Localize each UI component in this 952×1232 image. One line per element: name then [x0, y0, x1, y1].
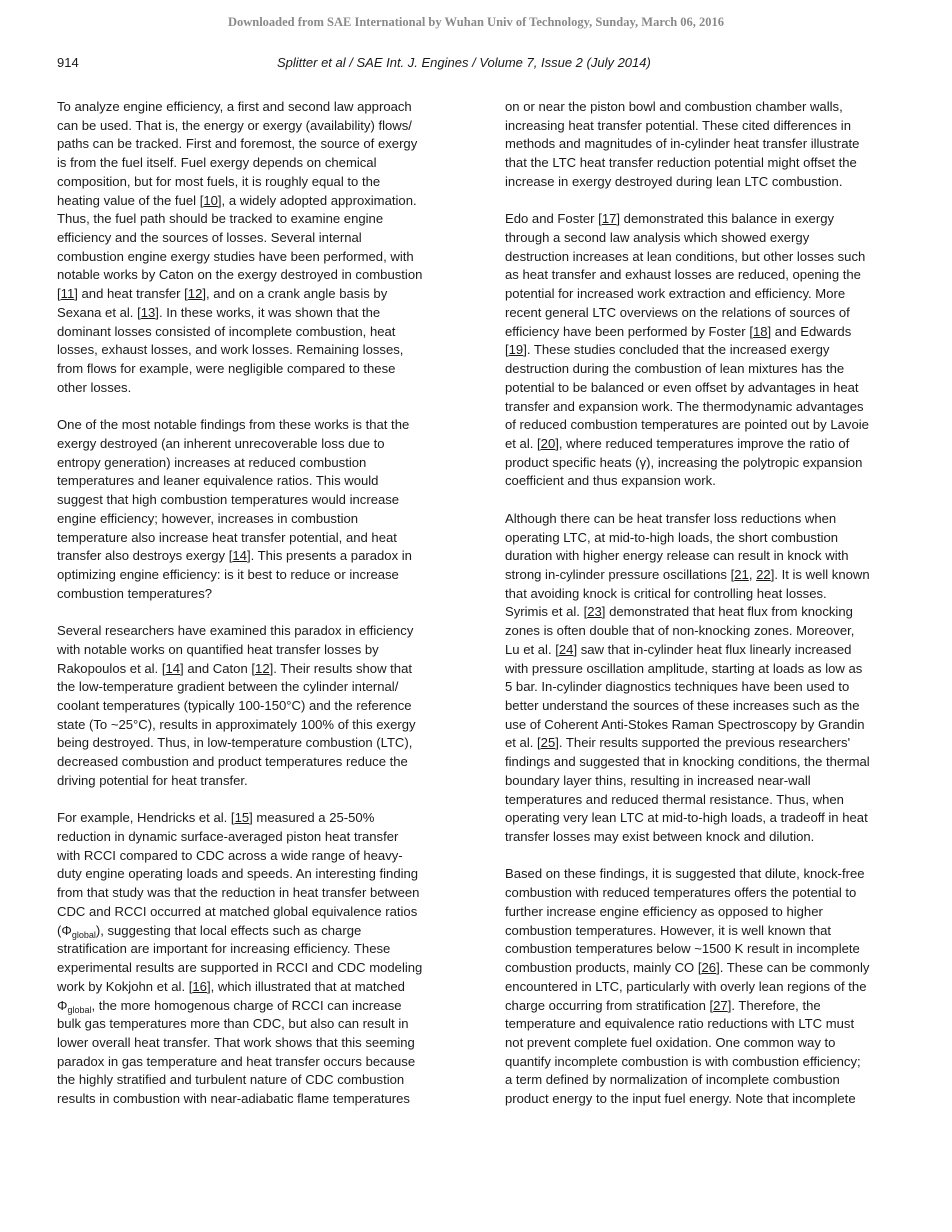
text-line: transfer losses may exist between knock and dilution. [505, 829, 815, 845]
download-watermark: Downloaded from SAE International by Wuhan Univ of Technology, Sunday, March 06, 2016 [227, 15, 725, 29]
page-number: 914 [57, 55, 79, 70]
right-column [505, 98, 905, 1128]
text-line: as heat transfer and exhaust losses are reduced, opening the [505, 267, 861, 283]
text-line: can be used. That is, the energy or exergy (availability) flows/ [57, 117, 412, 133]
text-line: To analyze engine efficiency, a first and second law approach [57, 99, 412, 114]
text-line: potential to be balanced or even offset by advantages in heat [505, 379, 859, 395]
text-line: product energy to the input fuel energy. Note that incomplete [505, 1091, 856, 1107]
text-line: Sexana et al. [13]. In these works, it was shown that the [57, 304, 381, 320]
text-line: results in combustion with near-adiabatic flame temperatures [57, 1091, 410, 1107]
text-line: being destroyed. Thus, in low-temperature combustion (LTC), [57, 735, 413, 751]
citation-link-12[interactable]: 12 [255, 660, 270, 676]
text-line: from flows for example, were negligible compared to these [57, 361, 396, 377]
text-line: the low-temperature gradient between the cylinder internal/ [57, 679, 399, 695]
text-line: combustion temperatures below ~1500 K result in incomplete [505, 941, 860, 957]
text-line: combustion products, mainly CO [26]. These can be commonly [505, 960, 870, 976]
text-line: potential for increased work extraction and efficiency. More [505, 286, 846, 302]
body-paragraph [505, 510, 905, 847]
text-line: duty engine operating loads and speeds. An interesting finding [57, 866, 419, 882]
text-line: composition, but for most fuels, it is roughly equal to the [57, 173, 381, 189]
text-line: boundary layer thins, resulting in increased near-wall [505, 772, 811, 788]
citation-link-20[interactable]: 20 [540, 435, 556, 451]
text-line: operating LTC, at mid-to-high loads, the short combustion [505, 529, 839, 545]
text-line: Syrimis et al. [23] demonstrated that heat flux from knocking [505, 604, 853, 620]
text-line: [19]. These studies concluded that the increased exergy [505, 342, 830, 358]
body-paragraph [57, 809, 457, 1109]
text-line: $\Phi_{global}$, the more homogenous charge of RCCI can increase [57, 997, 402, 1015]
text-line: transfer and expansion work. The thermodynamic advantages [505, 398, 864, 414]
body-paragraph [505, 210, 905, 491]
citation-link-16[interactable]: 16 [192, 978, 207, 994]
text-line: 5 bar. In-cylinder diagnostics techniques have been used to [505, 679, 850, 695]
text-line: duration with higher energy release can result in knock with [505, 548, 849, 564]
text-line: optimizing engine efficiency: is it best to reduce or increase [57, 566, 399, 582]
text-line: the highly stratified and turbulent nature of CDC combustion [57, 1072, 405, 1088]
text-line: For example, Hendricks et al. [15] measured a 25-50% [57, 810, 375, 826]
text-line: efficiency have been performed by Foster [18] and Edwards [505, 323, 852, 339]
text-line: paradox in gas temperature and heat transfer occurs because [57, 1053, 416, 1069]
citation-link-17[interactable]: 17 [601, 211, 617, 227]
citation-link-12[interactable]: 12 [187, 286, 203, 302]
text-line: CDC and RCCI occurred at matched global equivalence ratios [57, 903, 418, 919]
text-line: charge occurring from stratification [27]. Therefore, the [505, 997, 821, 1013]
text-line: engine efficiency; however, increases in combustion [57, 510, 359, 526]
text-line: heating value of the fuel [10], a widely adopted approximation. [57, 192, 417, 208]
text-line: a term defined by normalization of incomplete combustion [505, 1072, 840, 1088]
text-line: Several researchers have examined this paradox in efficiency [57, 623, 414, 639]
text-line: [11] and heat transfer [12], and on a crank angle basis by [57, 286, 388, 302]
text-line: lower overall heat transfer. That work shows that this seeming [57, 1034, 415, 1050]
text-line: strong in-cylinder pressure oscillations [21, 22]. It is well known [505, 566, 870, 582]
text-line: state (To ~25°C), results in approximately 100% of this exergy [57, 716, 416, 732]
text-line: experimental results are supported in RCCI and CDC modeling [57, 960, 423, 976]
text-line: et al. [20], where reduced temperatures improve the ratio of [505, 435, 850, 451]
text-line: reduction in dynamic surface-averaged piston heat transfer [57, 829, 399, 845]
text-line: operating very lean LTC at mid-to-high loads, a tradeoff in heat [505, 810, 868, 826]
text-line: through a second law analysis which showed exergy [505, 230, 810, 246]
citation-link-24[interactable]: 24 [558, 641, 574, 657]
text-line: Thus, the fuel path should be tracked to examine engine [57, 211, 384, 227]
running-title: Splitter et al / SAE Int. J. Engines / Volume 7, Issue 2 (July 2014) [277, 55, 651, 70]
text-line: use of Coherent Anti-Stokes Raman Spectroscopy by Grandin [505, 716, 865, 732]
text-line: transfer also destroys exergy [14]. This presents a paradox in [57, 548, 412, 564]
text-line: destruction during the combustion of lean mixtures has the [505, 361, 845, 377]
text-line: combustion with reduced temperatures offers the potential to [505, 885, 857, 901]
text-line: with notable works on quantified heat transfer losses by [57, 641, 379, 657]
text-line: temperature and equivalence ratio reductions with LTC must [505, 1016, 855, 1032]
text-line: suggest that high combustion temperatures would increase [57, 492, 400, 508]
text-line: Edo and Foster [17] demonstrated this balance in exergy [505, 211, 835, 227]
text-line: is from the fuel itself. Fuel exergy depends on chemical [57, 155, 377, 171]
citation-link-21[interactable]: 21 [734, 566, 749, 582]
text-line: coolant temperatures (typically 100-150°C) and the reference [57, 698, 412, 713]
citation-link-19[interactable]: 19 [508, 342, 524, 358]
citation-link-15[interactable]: 15 [234, 810, 250, 826]
subscript: global [71, 929, 96, 940]
text-line: Based on these findings, it is suggested that dilute, knock-free [505, 866, 865, 882]
text-line: $(\Phi_{global})$, suggesting that local effects such as charge [57, 922, 362, 940]
text-line: with pressure oscillation amplitude, starting at loads as low as [505, 660, 863, 676]
text-line: entropy generation) increases at reduced combustion [57, 454, 367, 470]
text-line: paths can be tracked. First and foremost, the source of exergy [57, 136, 418, 152]
text-line: Rakopoulos et al. [14] and Caton [12]. Their results show that [57, 660, 413, 676]
text-line: recent general LTC overviews on the relations of sources of [505, 304, 850, 320]
text-line: better understand the sources of these increases such as the [505, 698, 860, 713]
text-line: losses, exhaust losses, and work losses. Remaining losses, [57, 342, 404, 358]
body-paragraph [57, 416, 457, 603]
text-line: of reduced combustion temperatures are pointed out by Lavoie [505, 417, 869, 433]
text-line: stratification are important for increasing efficiency. These [57, 941, 391, 957]
text-line: temperatures and reduced thermal resistance. Thus, when [505, 791, 844, 807]
text-line: destruction increases at lean conditions, but other losses such [505, 248, 866, 264]
text-line: encountered in LTC, particularly with overly lean regions of the [505, 978, 867, 994]
text-line: increase in exergy destroyed during lean LTC combustion. [505, 173, 843, 189]
text-line: One of the most notable findings from these works is that the [57, 417, 410, 433]
body-paragraph [57, 622, 457, 790]
citation-link-22[interactable]: 22 [756, 566, 771, 582]
text-line: on or near the piston bowl and combustion chamber walls, [505, 99, 843, 114]
subscript: global [67, 1004, 92, 1015]
text-line: that avoiding knock is critical for controlling heat losses. [505, 585, 827, 601]
text-line: with RCCI compared to CDC across a wide range of heavy- [57, 847, 403, 863]
body-paragraph [57, 98, 457, 398]
text-line: zones is often double that of non-knocking zones. Moreover, [505, 623, 855, 639]
text-line: not prevent complete fuel oxidation. One common way to [505, 1034, 836, 1050]
citation-link-14[interactable]: 14 [232, 548, 247, 564]
citation-link-11[interactable]: 11 [60, 286, 75, 302]
text-line: et al. [25]. Their results supported the previous researchers' [505, 735, 851, 751]
citation-link-25[interactable]: 25 [540, 735, 556, 751]
text-line: temperature also increase heat transfer potential, and heat [57, 529, 397, 545]
text-line: temperatures and leaner equivalence ratios. This would [57, 473, 379, 489]
text-line: exergy destroyed (an inherent unrecoverable loss due to [57, 435, 385, 451]
text-line: combustion temperatures? [57, 585, 213, 601]
text-line: bulk gas temperatures more than CDC, but also can result in [57, 1016, 409, 1032]
text-line: findings and suggested that in knocking conditions, the thermal [505, 754, 870, 770]
text-line: work by Kokjohn et al. [16], which illustrated that at matched [57, 978, 405, 994]
citation-link-13[interactable]: 13 [140, 304, 156, 320]
body-paragraph [505, 865, 905, 1108]
text-line: further increase engine efficiency as opposed to higher [505, 903, 823, 919]
body-paragraph [505, 98, 905, 192]
text-line: from that study was that the reduction in heat transfer between [57, 885, 420, 901]
text-line: quantify incomplete combustion is with combustion efficiency; [505, 1053, 861, 1069]
text-line: coefficient and thus expansion work. [505, 473, 716, 489]
text-line: that the LTC heat transfer reduction potential might offset the [505, 155, 857, 171]
text-line: notable works by Caton on the exergy destroyed in combustion [57, 267, 423, 283]
citation-link-10[interactable]: 10 [203, 192, 218, 208]
text-line: increasing heat transfer potential. These cited differences in [505, 117, 851, 133]
citation-link-18[interactable]: 18 [752, 323, 768, 339]
text-line: Although there can be heat transfer loss reductions when [505, 510, 837, 526]
citation-link-26[interactable]: 26 [701, 960, 717, 976]
left-column [57, 98, 457, 1128]
text-line: combustion engine exergy studies have been performed, with [57, 248, 414, 264]
text-line: dominant losses consisted of incomplete combustion, heat [57, 323, 396, 339]
text-line: product specific heats (γ), increasing the polytropic expansion [505, 454, 863, 470]
text-line: decreased combustion and product temperatures reduce the [57, 754, 408, 770]
citation-link-14[interactable]: 14 [165, 660, 181, 676]
text-line: methods and magnitudes of in-cylinder heat transfer illustrate [505, 136, 860, 152]
citation-link-23[interactable]: 23 [587, 604, 602, 620]
text-line: Lu et al. [24] saw that in-cylinder heat flux linearly increased [505, 641, 852, 657]
text-line: efficiency and the sources of losses. Several internal [57, 230, 362, 246]
citation-link-27[interactable]: 27 [713, 997, 728, 1013]
text-line: combustion temperatures. However, it is well known that [505, 922, 832, 938]
text-line: driving potential for heat transfer. [57, 772, 248, 788]
text-line: other losses. [57, 379, 132, 395]
